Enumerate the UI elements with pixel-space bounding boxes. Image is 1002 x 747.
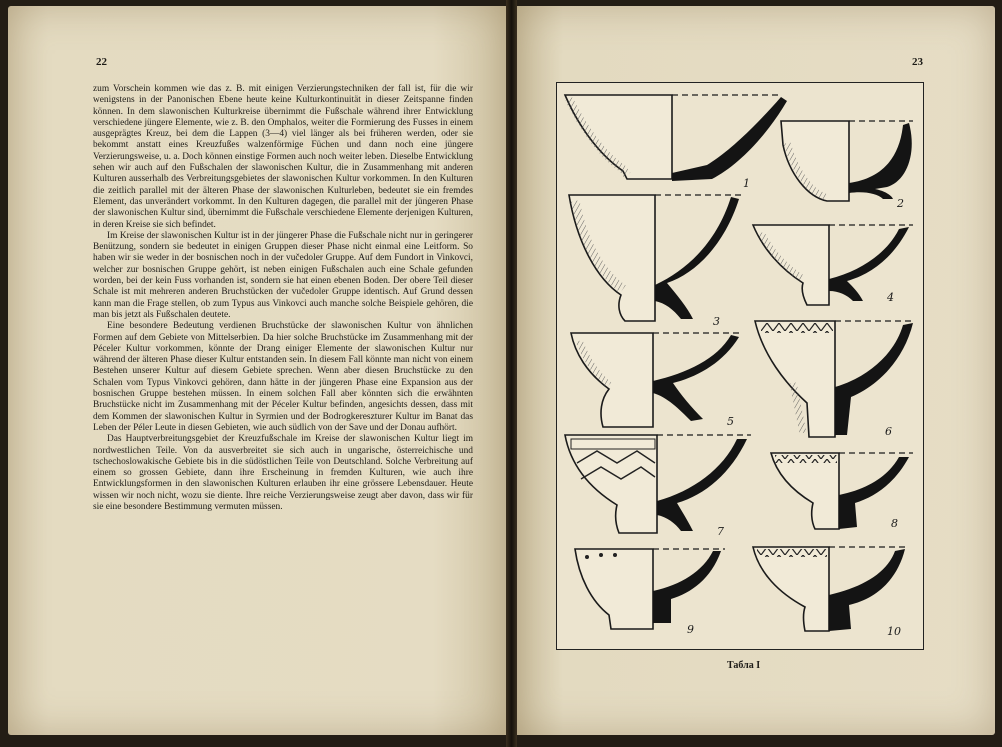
paragraph-1: zum Vorschein kommen wie das z. B. mit einigen Verzierungstechniken der fall ist, für die wir wenigstens in der Panonischen Ebene heute keine Kulturkontinuität in dieser Zeitspanne finden können. In dem slawonischen Kulturkreise übernimmt die Fußschale während ihrer Entwicklung verschiedene jüngere Elemente, wie z. B. den Omphalos, weiter die Formierung des Fusses in einem ausgeprägtes Kreuz, bei dem die Lappen (3—4) viel länger als bei früheren werden, oder sie bekommt anstatt eines Kreuzfußes walzenförmige Füchen und dann noch eine jüngere Verzierungsweise, u. a. Doch können einstige Formen auch noch weiter leben. Dieselbe Entwicklung sehen wir auch auf den Fußschalen der slawonischen Kultur, die in Zusammenhang mit anderen Kulturen ausserhalb des Verbreitungsgebietes der slawonischen Kultur vorkommen. In den Kulturen die zeitlich parallel mit der älteren Phase der slawonischen Kulturleben, bedeutet sie ein fremdes Element, das unverändert vorkommt. In den Kulturen dagegen, die parallel mit der jüngeren Phase der slawonischen Kultur sind, übernimmt die Fußschale verschiedene Elemente derjenigen Kulturen, in deren Kreise sie sich befindet. (93, 84, 473, 230)
vessel-5 (571, 333, 741, 427)
vessel-1 (565, 95, 787, 181)
plate-illustration (556, 82, 924, 650)
book-gutter (506, 0, 517, 747)
figure-number-2: 2 (897, 197, 904, 210)
figure-number-10: 10 (887, 625, 901, 638)
vessel-3 (569, 195, 743, 321)
vessel-2 (781, 121, 913, 201)
vessel-drawings (557, 83, 923, 649)
figure-number-5: 5 (727, 415, 734, 428)
figure-number-7: 7 (717, 525, 724, 538)
figure-number-4: 4 (887, 291, 894, 304)
body-text (93, 84, 473, 513)
figure-number-6: 6 (885, 425, 892, 438)
right-page-number: 23 (912, 56, 923, 68)
figure-number-9: 9 (687, 623, 694, 636)
figure-number-8: 8 (891, 517, 898, 530)
vessel-9 (575, 549, 725, 629)
vessel-10 (753, 547, 909, 631)
paragraph-2: Im Kreise der slawonischen Kultur ist in der jüngerer Phase die Fußschale nicht nur in geringerer Benützung, sondern sie bedeutet in einigen Gruppen dieser Phase nicht einmal eine Leitform. So haben wir sie weder in der bosnischen noch in der vučedoler Gruppe. Auf dem Fundort in Vinkovci, welcher zur bosnischen Gruppe gehört, ist neben einigen Fußschalen auch eine Schale gefunden worden, bei der kein Fuss vorhanden ist, sondern sie hat einen ebenen Boden. Der obere Teil dieser Schale ist mit mehreren anderen Bruchstücken der vučedoler Gruppe identisch. Auf Grund dessen kann man die Frage stellen, ob zum Typus aus Vinkovci auch manche solche Beispiele gehören, die man bis jetzt als Fußschalen deutete. (93, 230, 473, 320)
vessel-6 (755, 321, 913, 437)
figure-number-3: 3 (713, 315, 720, 328)
plate-caption: Табла I (727, 660, 761, 671)
paragraph-4: Das Hauptverbreitungsgebiet der Kreuzfußschale im Kreise der slawonischen Kultur liegt im nordwestlichen Teile. Von da ausverbreitet sie sich auch in ungarische, österreichische und tschechoslowakische Gebiete bis in die südöstlichen Teile von Deutschland. Solche Verbreitung auf einem so grossen Gebiete, dann ihre Erscheinung in fremden Kulturen, wie auch ihre Entwicklungsformen in den slawonischen Kulturen erlauben ihr eine grössere Lebensdauer. Heute wissen wir noch nicht, wozu sie diente. Ihre reiche Verzierungsweise zeugt aber davon, dass wir für sie eine besondere Bestimmung vermuten müssen. (93, 434, 473, 512)
vessel-7 (565, 435, 751, 533)
paragraph-3: Eine besondere Bedeutung verdienen Bruchstücke der slawonischen Kultur von ähnlichen Formen auf dem Gebiete von Mittelserbien. Da hier solche Bruchstücke im Zusammenhang mit der Péceler Kultur vorkommen, könnte der Drang einiger Elemente der slawonischen Kultur nur während der älteren Phase dieser Kultur entstanden sein. In diesem Fall könnte man nicht von einem Bestehen unserer Kultur auf diesem Gebiete sprechen. Wenn aber diesen Bruchstücke zu den Schalen vom Typus Vinkovci gehören, dann hätte in der jüngeren Phase eine Expansion aus der bosnischen Gruppe bestehen müssen. In einem solchen Fall aber könnten sich die erwähnten Bruchstücke nicht im Zusammenhang mit der Péceler Kultur befinden, angesichts dessen, dass mit dem Kommen der slawonischen Kultur in Syrmien und der Bodrogkereszturer Kultur im Banat das Leben der Péler Leute in diesen Gebieten, wie auch südlich von der Save und der Donau aufhört. (93, 321, 473, 433)
figure-number-1: 1 (743, 177, 750, 190)
left-page-number: 22 (96, 56, 107, 68)
